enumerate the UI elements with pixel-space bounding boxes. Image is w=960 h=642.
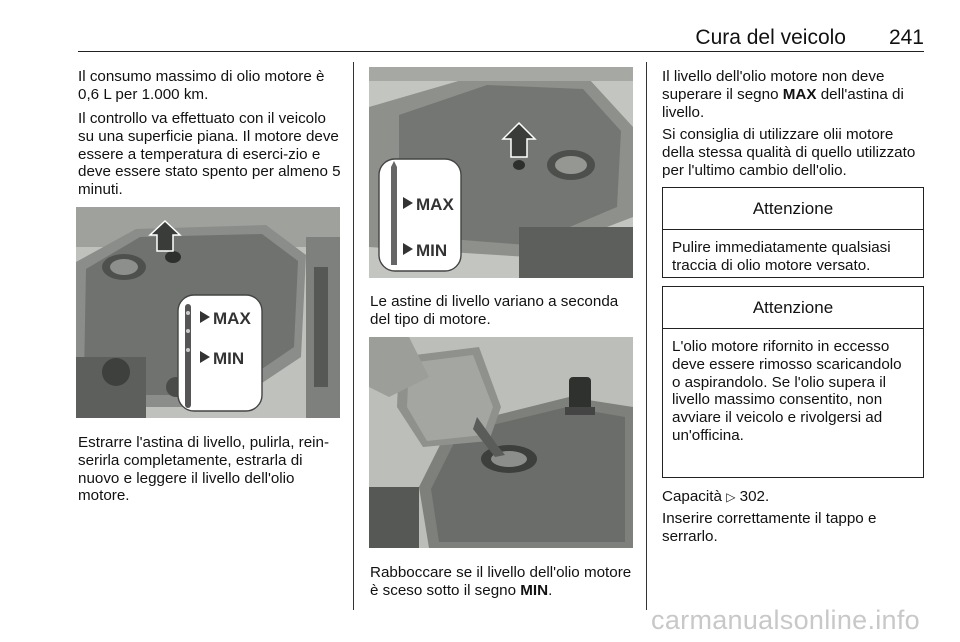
col3-p1-text: Il livello dell'olio motore non deve superare il segno [662, 68, 885, 103]
capacity-page-ref[interactable]: 302. [739, 488, 770, 505]
section-title: Cura del veicolo [695, 26, 846, 49]
oil-refill-figure [369, 337, 633, 548]
column-divider-1 [353, 62, 354, 610]
capacity-line [662, 488, 926, 507]
page-reference-arrow-icon: ▷ [726, 490, 736, 504]
warning-text-1: Pulire immediatamente qualsiasi traccia di olio motore versato. [672, 239, 891, 274]
watermark: carmanualsonline.info [651, 605, 920, 635]
col2-p2-text: Rabboccare se il livello dell'olio motore è sceso sotto il segno [370, 564, 632, 599]
warning-title-1: Attenzione [663, 188, 923, 230]
warning-title-2: Attenzione [663, 287, 923, 329]
max-label-2: MAX [416, 195, 454, 214]
capacity-label: Capacità [662, 488, 722, 505]
col3-p1-end: dell'astina di livello. [662, 85, 904, 121]
col1-paragraph-1: Il consumo massimo di olio motore è 0,6 L per 1.000 km. [78, 68, 325, 103]
col3-paragraph-1 [662, 68, 926, 121]
col3-paragraph-2: Si consiglia di utilizzare olii motore della stessa qualità di quello utilizzato per l'ultimo cambio dell'olio. [662, 126, 916, 179]
page-number: 241 [888, 26, 924, 49]
dipstick-engine-figure-2 [369, 67, 633, 278]
column-divider-2 [646, 62, 647, 610]
max-label-1: MAX [213, 309, 251, 328]
warning-text-2: L'olio motore rifornito in eccesso deve essere rimosso scaricandolo o aspirandolo. Se l'olio supera il livello massimo consentito, non avviare il veicolo e rivolgersi ad un'officina. [672, 338, 902, 444]
min-label-1: MIN [213, 349, 245, 368]
page-header [78, 22, 924, 52]
col2-paragraph-2 [370, 564, 638, 600]
col1-paragraph-2: Il controllo va effettuato con il veicolo su una superficie piana. Il motore deve essere a temperatura di eserci-zio e deve essere stato spento per almeno 5 minuti. [78, 110, 341, 199]
col2-paragraph-1: Le astine di livello variano a seconda del tipo di motore. [370, 293, 619, 328]
min-label-2: MIN [416, 241, 448, 260]
max-mark-text: MAX [782, 85, 817, 103]
min-mark-text: MIN [520, 581, 549, 599]
col3-paragraph-4: Inserire correttamente il tappo e serrarlo. [662, 510, 877, 545]
dipstick-engine-figure-1 [76, 207, 340, 418]
warning-box-1 [662, 187, 924, 278]
col1-paragraph-3: Estrarre l'astina di livello, pulirla, rein-serirla completamente, estrarla di nuovo e leggere il livello dell'olio motore. [78, 434, 330, 505]
col2-p2-end: . [548, 581, 553, 599]
warning-box-2 [662, 286, 924, 478]
